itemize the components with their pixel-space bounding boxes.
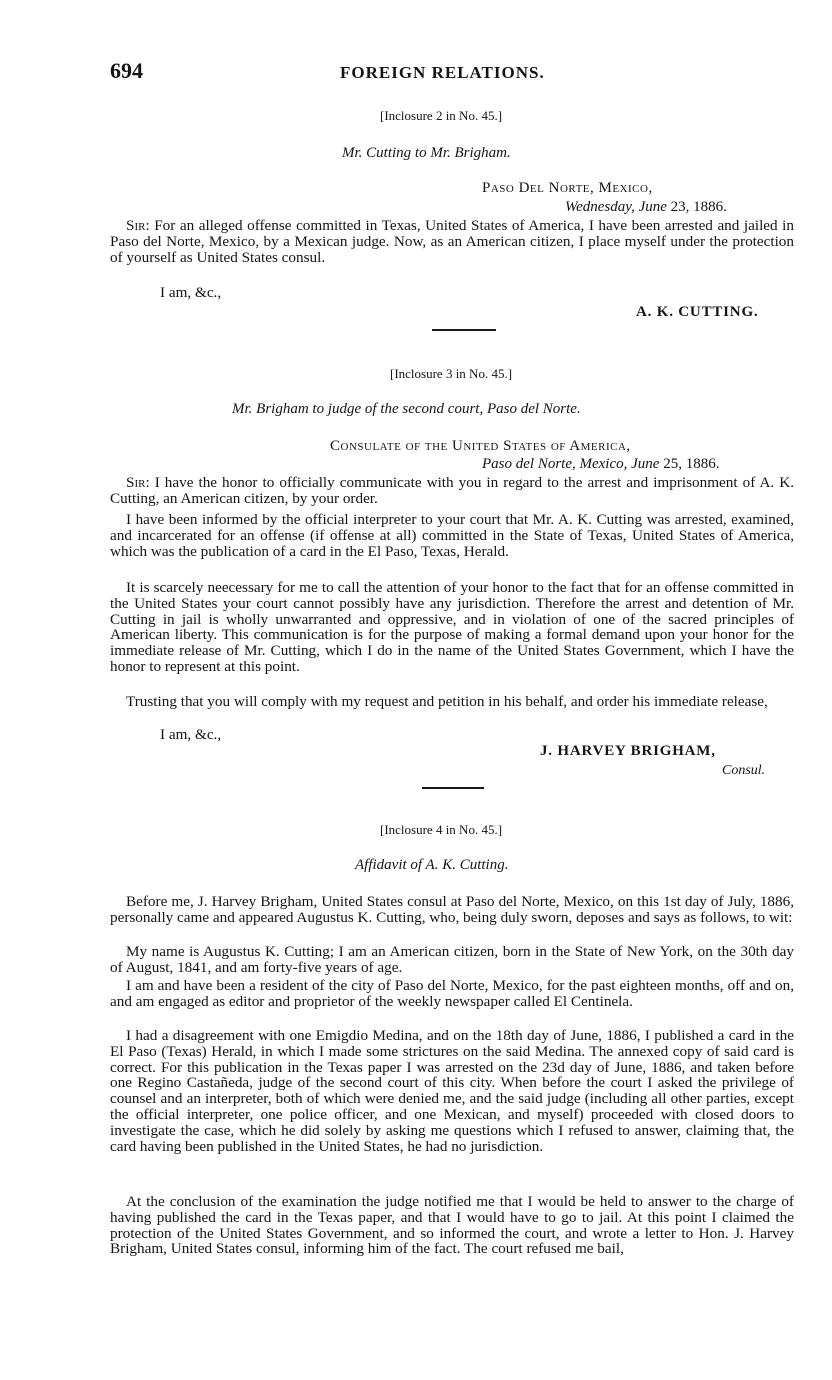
- enclosure2-body-text: : For an alleged offense committed in Texas, United States of America, I have been arrested and jailed in Paso del Norte, Mexico, by a Mexican judge. Now, as an American citizen, I place myself under the protection of yourself as United States consul.: [110, 217, 794, 266]
- enclosure4-heading: [Inclosure 4 in No. 45.]: [380, 822, 503, 837]
- enclosure3-date-text: Paso del Norte, Mexico, June: [482, 456, 660, 472]
- enclosure3-para1: [110, 475, 794, 507]
- enclosure2-closing: I am, &c.,: [160, 284, 222, 301]
- enclosure3-signature: J. HARVEY BRIGHAM,: [540, 743, 716, 759]
- enclosure4-para5: At the conclusion of the examination the judge notified me that I would be held to answer to the charge of having published the card in the Texas paper, and that I would have to go to jail. At this point I claimed the protection of the United States Government, and so informed the court, and wrote a letter to Hon. J. Harvey Brigham, United States consul, informing him of the fact. The court refused me bail,: [110, 1193, 794, 1258]
- enclosure2-date-num: 23, 1886.: [670, 199, 727, 215]
- enclosure3-closing: I am, &c.,: [160, 726, 222, 743]
- enclosure2-date-text: Wednesday, June: [565, 199, 667, 215]
- enclosure2-signature: A. K. CUTTING.: [636, 304, 759, 320]
- enclosure3-place: Consulate of the United States of America,: [330, 438, 631, 454]
- enclosure2-title: Mr. Cutting to Mr. Brigham.: [342, 145, 511, 161]
- section-divider: [422, 787, 484, 789]
- enclosure2-place: Paso Del Norte, Mexico,: [482, 180, 653, 196]
- enclosure2-body: [110, 218, 794, 265]
- enclosure3-salutation: Sir: [126, 474, 146, 491]
- enclosure4-para1: Before me, J. Harvey Brigham, United States consul at Paso del Norte, Mexico, on this 1st day of July, 1886, personally came and appeared Augustus K. Cutting, who, being duly sworn, deposes and says as follows, to wit:: [110, 893, 794, 926]
- enclosure3-title: Mr. Brigham to judge of the second court, Paso del Norte.: [232, 401, 581, 417]
- enclosure3-para1-text: : I have the honor to officially communicate with you in regard to the arrest and imprisonment of A. K. Cutting, an American citizen, by your order.: [110, 474, 794, 507]
- running-head: FOREIGN RELATIONS.: [340, 63, 545, 82]
- enclosure4-para3: I am and have been a resident of the city of Paso del Norte, Mexico, for the past eighteen months, off and on, and am engaged as editor and proprietor of the weekly newspaper called El Centinela.: [110, 977, 794, 1010]
- enclosure2-date: [565, 199, 727, 216]
- enclosure4-title: Affidavit of A. K. Cutting.: [355, 857, 509, 873]
- enclosure3-para3: It is scarcely neecessary for me to call the attention of your honor to the fact that for an offense committed in the United States your court cannot possibly have any jurisdiction. Therefore the arrest and detention of Mr. Cutting in jail is wholly unwarranted and oppressive, and in violation of one of the sacred principles of American liberty. This communication is for the purpose of making a formal demand upon your honor for the immediate release of Mr. Cutting, which I do in the name of the United States Government, which I have the honor to represent at this point.: [110, 579, 794, 675]
- enclosure3-para4: Trusting that you will comply with my request and petition in his behalf, and order his immediate release,: [126, 693, 768, 710]
- enclosure2-salutation: Sir: [126, 217, 146, 234]
- enclosure4-para2: My name is Augustus K. Cutting; I am an American citizen, born in the State of New York, on the 30th day of August, 1841, and am forty-five years of age.: [110, 943, 794, 976]
- enclosure4-para4: I had a disagreement with one Emigdio Medina, and on the 18th day of June, 1886, I published a card in the El Paso (Texas) Herald, in which I made some strictures on the said Medina. The annexed copy of said card is correct. For this publication in the Texas paper I was arrested on the 23d day of June, 1886, and taken before one Regino Castañeda, judge of the second court of this city. When before the court I asked the privilege of counsel and an interpreter, both of which were denied me, and the said judge (including all other parties, except the official interpreter, one police officer, and one Mexican, and myself) proceeded with closed doors to investigate the case, which he did solely by asking me questions which I refused to answer, claiming that, the card having been published in the United States, he had no jurisdiction.: [110, 1027, 794, 1155]
- enclosure3-date: [482, 456, 719, 473]
- section-divider: [432, 329, 496, 331]
- page-number: 694: [110, 58, 143, 83]
- enclosure3-para2: I have been informed by the official interpreter to your court that Mr. A. K. Cutting was arrested, examined, and incarcerated for an offense (if offense at all) committed in the State of Texas, United States of America, which was the publication of a card in the El Paso, Texas, Herald.: [110, 511, 794, 560]
- enclosure3-date-num: 25, 1886.: [663, 456, 720, 472]
- enclosure3-signature-title: Consul.: [722, 763, 766, 778]
- enclosure2-heading: [Inclosure 2 in No. 45.]: [380, 108, 503, 123]
- enclosure3-heading: [Inclosure 3 in No. 45.]: [390, 366, 513, 381]
